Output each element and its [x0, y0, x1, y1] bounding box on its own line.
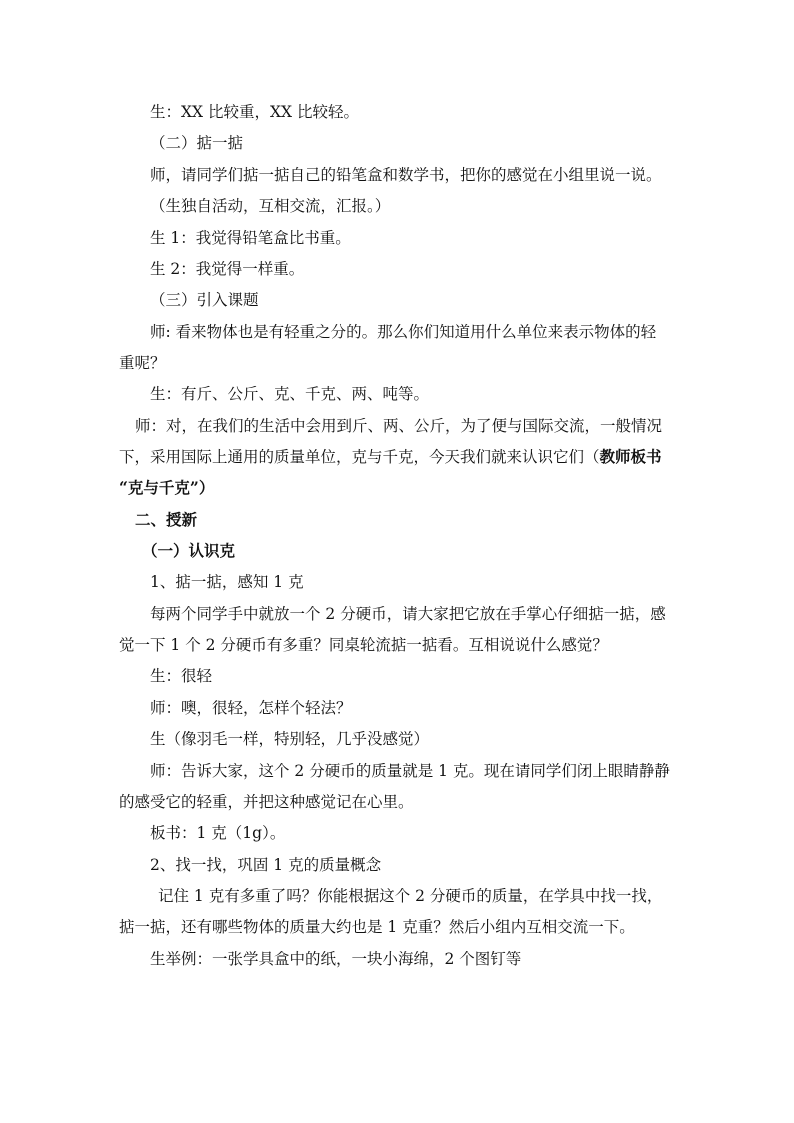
text-line: [119, 478, 214, 498]
text-line: 掂一掂，还有哪些物体的质量大约也是 1 克重？然后小组内互相交流一下。: [119, 918, 635, 936]
text-line: 生：很轻: [150, 667, 213, 685]
bold-fragment: 教师板书: [599, 447, 662, 466]
section-heading: （一）认识克: [142, 541, 236, 560]
text-line: 生 2：我觉得一样重。: [150, 260, 305, 278]
text-line: 记住 1 克有多重了吗？你能根据这个 2 分硬币的质量，在学具中找一找，: [158, 887, 663, 905]
text-line: 生：XX 比较重，XX 比较轻。: [150, 103, 359, 121]
text-line: 师：噢，很轻，怎样个轻法？: [150, 699, 352, 717]
subsection-heading: 1、掂一掂，感知 1 克: [150, 573, 304, 591]
section-heading: （二）掂一掂: [150, 134, 244, 152]
board-title: “克与千克”）: [119, 478, 215, 497]
text-line: 师：对，在我们的生活中会用到斤、两、公斤，为了便与国际交流，一般情况: [135, 417, 663, 435]
text-line: 的感受它的轻重，并把这种感觉记在心里。: [119, 793, 414, 811]
text-line: 生 1：我觉得铅笔盒比书重。: [150, 229, 351, 247]
text-line: （生独自活动，互相交流，汇报。）: [150, 197, 391, 215]
text-line: 重呢？: [119, 354, 166, 372]
text-line: 师：告诉大家，这个 2 分硬币的质量就是 1 克。现在请同学们闭上眼睛静静: [150, 762, 670, 780]
text-line: 生（像羽毛一样，特别轻，几乎没感觉）: [150, 730, 430, 748]
text-line: 师: 看来物体也是有轻重之分的。那么你们知道用什么单位来表示物体的轻: [150, 323, 657, 341]
text-line: 生举例：一张学具盒中的纸，一块小海绵，2 个图钉等: [150, 950, 522, 968]
text-line: 生：有斤、公斤、克、千克、两、吨等。: [150, 385, 430, 403]
text-line: [119, 447, 662, 467]
subsection-heading: 2、找一找，巩固 1 克的质量概念: [150, 856, 382, 874]
text-line: 每两个同学手中就放一个 2 分硬币，请大家把它放在手掌心仔细掂一掂，感: [150, 605, 666, 623]
section-heading: 二、授新: [135, 510, 198, 529]
text-line: 觉一下 1 个 2 分硬币有多重？同桌轮流掂一掂看。互相说说什么感觉？: [119, 636, 608, 654]
text-line: 板书：1 克（1g）。: [150, 824, 286, 842]
section-heading: （三）引入课题: [150, 291, 259, 309]
text-fragment: 下，采用国际上通用的质量单位，克与千克，今天我们就来认识它们（: [119, 448, 600, 466]
text-line: 师，请同学们掂一掂自己的铅笔盒和数学书，把你的感觉在小组里说一说。: [150, 166, 662, 184]
